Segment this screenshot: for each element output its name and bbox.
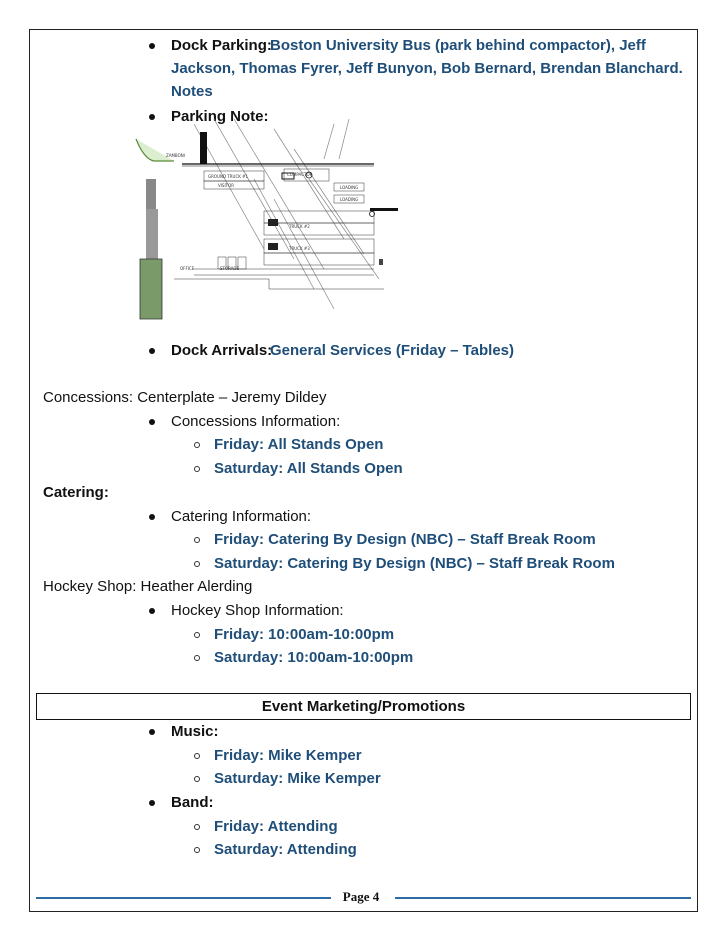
sub-bullet [194,847,200,853]
map-label: COMPACTOR [287,172,313,177]
parking-note-label: Parking Note: [171,108,269,125]
dock-parking-value-line1: Boston University Bus (park behind compactor), Jeff [270,37,646,54]
bullet [149,419,155,425]
catering-info-label: Catering Information: [171,508,312,525]
sub-bullet [194,442,200,448]
bullet [149,729,155,735]
concessions-info-label: Concessions Information: [171,413,341,430]
wall-block [200,132,207,164]
music-friday: Friday: Mike Kemper [214,747,362,764]
page-number: Page 4 [342,889,380,904]
hockey-shop-info-label: Hockey Shop Information: [171,602,344,619]
bullet [149,43,155,49]
catering-friday: Friday: Catering By Design (NBC) – Staff Break Room [214,531,596,548]
sub-bullet [194,466,200,472]
map-label: STORAGE [220,266,240,271]
event-marketing-banner [36,693,691,720]
bullet [149,608,155,614]
catering-heading: Catering: [43,484,109,501]
catering-saturday: Saturday: Catering By Design (NBC) – Staff Break Room [214,555,615,572]
sub-bullet [194,537,200,543]
dock-arrivals-value: General Services (Friday – Tables) [270,342,515,359]
band-label: Band: [171,794,214,811]
map-label: VISITOR [218,183,235,188]
banner-title: Event Marketing/Promotions [261,698,466,715]
sub-bullet [194,561,200,567]
map-label: LOADING [340,185,359,190]
map-label: GROUND TRUCK #1 [208,174,249,179]
map-label: TRUCK #3 [289,246,310,251]
music-label: Music: [171,723,219,740]
hockey-shop-saturday: Saturday: 10:00am-10:00pm [214,649,414,666]
band-friday: Friday: Attending [214,818,338,835]
bullet [149,800,155,806]
music-saturday: Saturday: Mike Kemper [214,770,381,787]
sub-bullet [194,655,200,661]
sub-bullet [194,824,200,830]
dock-parking-map [134,119,404,323]
concessions-friday: Friday: All Stands Open [214,436,384,453]
map-label: OFFICE [180,266,195,271]
map-label: ZAMBONI [166,153,185,158]
dock-parking-value-line3: Notes [171,83,213,100]
map-label: TRUCK #2 [289,224,310,229]
sub-bullet [194,753,200,759]
concessions-saturday: Saturday: All Stands Open [214,460,403,477]
concessions-heading: Concessions: Centerplate – Jeremy Dildey [43,389,327,406]
sub-bullet [194,776,200,782]
dock-parking-value-line2: Jackson, Thomas Fyrer, Jeff Bunyon, Bob Bernard, Brendan Blanchard. [171,60,683,77]
footer-rule-left [36,897,331,899]
dock-arrivals-label: Dock Arrivals: [171,342,273,359]
band-saturday: Saturday: Attending [214,841,357,858]
bullet [149,514,155,520]
sub-bullet [194,632,200,638]
hockey-shop-heading: Hockey Shop: Heather Alerding [43,578,253,595]
map-label: LOADING [340,197,359,202]
hockey-shop-friday: Friday: 10:00am-10:00pm [214,626,395,643]
footer-rule-right [395,897,691,899]
dock-parking-label: Dock Parking: [171,37,272,54]
bullet [149,348,155,354]
